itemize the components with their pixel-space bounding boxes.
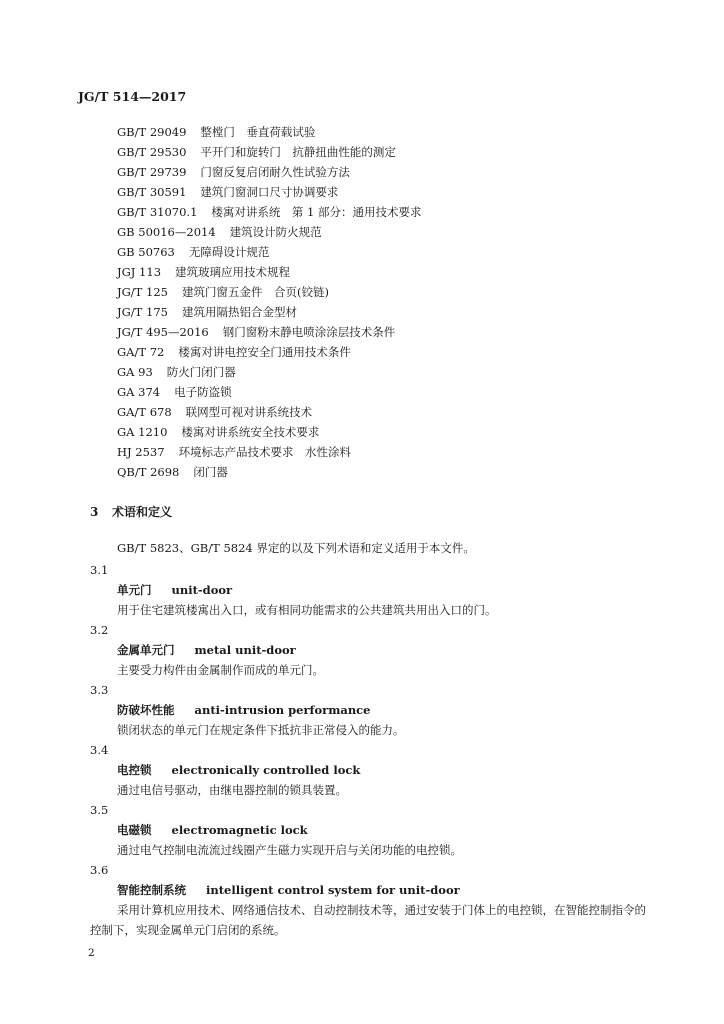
term-definition: 主要受力构件由金属制作而成的单元门。: [117, 663, 324, 677]
reference-item: [117, 382, 422, 402]
term-en: anti-intrusion performance: [194, 703, 371, 717]
section-intro: GB/T 5823、GB/T 5824 界定的以及下列术语和定义适用于本文件。: [117, 541, 475, 555]
reference-code: GB/T 29049: [117, 125, 187, 139]
term-definition: 通过电气控制电流流过线圈产生磁力实现开启与关闭功能的电控锁。: [117, 843, 462, 857]
reference-item: [117, 182, 422, 202]
reference-title: 建筑玻璃应用技术规程: [175, 265, 291, 279]
term-en: unit-door: [171, 583, 233, 597]
reference-title: 楼寓对讲电控安全门通用技术条件: [178, 345, 351, 359]
term-entry: [90, 800, 650, 860]
term-definition: 通过电信号驱动，由继电器控制的锁具装置。: [117, 783, 347, 797]
reference-item: [117, 442, 422, 462]
reference-title: 联网型可视对讲系统技术: [185, 405, 313, 419]
reference-code: QB/T 2698: [117, 465, 180, 479]
page-number: 2: [88, 947, 95, 959]
reference-code: GB/T 29530: [117, 145, 187, 159]
reference-code: GA 1210: [117, 425, 168, 439]
term-entry: [90, 680, 650, 740]
reference-item: [117, 422, 422, 442]
term-number: 3.1: [90, 563, 109, 577]
term-definition: 锁闭状态的单元门在规定条件下抵抗非正常侵入的能力。: [117, 723, 405, 737]
reference-title: 建筑用隔热铝合金型材: [181, 305, 297, 319]
reference-code: GB 50763: [117, 245, 175, 259]
section-heading: [90, 503, 172, 520]
term-entry: [90, 740, 650, 800]
term-en: metal unit-door: [194, 643, 296, 657]
reference-title: 门窗反复启闭耐久性试验方法: [200, 165, 350, 179]
term-number: 3.6: [90, 863, 109, 877]
reference-code: JG/T 125: [117, 285, 168, 299]
reference-item: [117, 122, 422, 142]
reference-code: GA 374: [117, 385, 161, 399]
term-number: 3.4: [90, 743, 109, 757]
reference-code: GA/T 678: [117, 405, 172, 419]
term-title: [117, 580, 650, 600]
term-cn: 智能控制系统: [117, 883, 186, 897]
term-title: [117, 760, 650, 780]
reference-code: GB/T 31070.1: [117, 205, 198, 219]
term-number: 3.3: [90, 683, 109, 697]
term-cn: 防破坏性能: [117, 703, 175, 717]
term-title: [117, 640, 650, 660]
reference-title: 楼寓对讲系统安全技术要求: [181, 425, 320, 439]
reference-title: 建筑设计防火规范: [229, 225, 322, 239]
reference-title: 整樘门 垂直荷载试验: [200, 125, 316, 139]
section-title: 术语和定义: [112, 505, 173, 519]
reference-item: [117, 462, 422, 482]
reference-item: [117, 222, 422, 242]
reference-item: [117, 142, 422, 162]
reference-title: 建筑门窗五金件 合页(铰链): [181, 285, 329, 299]
normative-references-list: [117, 122, 422, 482]
term-entry: [90, 620, 650, 680]
reference-code: HJ 2537: [117, 445, 165, 459]
reference-item: [117, 282, 422, 302]
term-definition: 采用计算机应用技术、网络通信技术、自动控制技术等，通过安装于门体上的电控锁，在智能控制指令的控制下，实现金属单元门启闭的系统。: [90, 903, 646, 937]
reference-title: 无障碍设计规范: [188, 245, 270, 259]
term-cn: 金属单元门: [117, 643, 175, 657]
reference-title: 楼寓对讲系统 第 1 部分：通用技术要求: [211, 205, 422, 219]
reference-title: 钢门窗粉末静电喷涂涂层技术条件: [222, 325, 396, 339]
reference-code: GA/T 72: [117, 345, 165, 359]
reference-item: [117, 362, 422, 382]
reference-item: [117, 202, 422, 222]
term-definition: 用于住宅建筑楼寓出入口，或有相同功能需求的公共建筑共用出入口的门。: [117, 603, 497, 617]
reference-code: GB/T 29739: [117, 165, 187, 179]
term-cn: 电磁锁: [117, 823, 152, 837]
term-entry: [90, 560, 650, 620]
term-entry: [90, 860, 650, 940]
reference-title: 电子防盗锁: [174, 385, 232, 399]
reference-code: JG/T 175: [117, 305, 168, 319]
reference-title: 环境标志产品技术要求 水性涂料: [178, 445, 352, 459]
term-title: [117, 700, 650, 720]
reference-code: JG/T 495—2016: [117, 325, 209, 339]
reference-item: [117, 262, 422, 282]
term-number: 3.2: [90, 623, 109, 637]
reference-title: 防火门闭门器: [166, 365, 236, 379]
term-en: electronically controlled lock: [171, 763, 361, 777]
term-cn: 单元门: [117, 583, 152, 597]
reference-item: [117, 402, 422, 422]
reference-title: 建筑门窗洞口尺寸协调要求: [200, 185, 339, 199]
reference-code: JGJ 113: [117, 265, 162, 279]
term-en: intelligent control system for unit-door: [206, 883, 460, 897]
reference-code: GB/T 30591: [117, 185, 187, 199]
term-title: [117, 820, 650, 840]
reference-title: 闭门器: [193, 465, 228, 479]
reference-title: 平开门和旋转门 抗静扭曲性能的测定: [200, 145, 396, 159]
reference-item: [117, 322, 422, 342]
reference-code: GA 93: [117, 365, 153, 379]
reference-item: [117, 302, 422, 322]
term-number: 3.5: [90, 803, 109, 817]
reference-item: [117, 242, 422, 262]
term-title: [117, 880, 650, 900]
term-cn: 电控锁: [117, 763, 152, 777]
reference-code: GB 50016—2014: [117, 225, 216, 239]
reference-item: [117, 342, 422, 362]
section-number: 3: [90, 505, 99, 519]
term-en: electromagnetic lock: [171, 823, 308, 837]
reference-item: [117, 162, 422, 182]
document-code: JG/T 514—2017: [78, 89, 187, 104]
